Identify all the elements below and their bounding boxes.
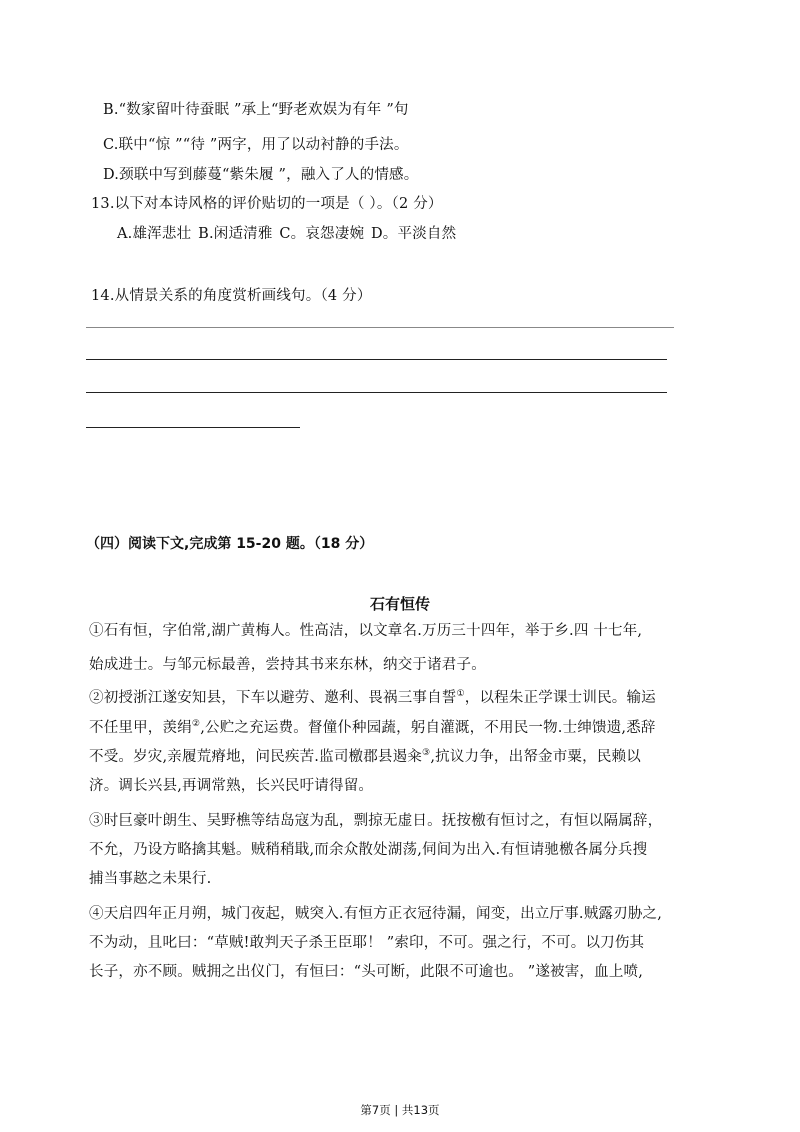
article-line xyxy=(89,686,656,707)
footnote-marker: ① xyxy=(456,689,465,700)
answer-line[interactable] xyxy=(86,359,667,360)
article-line: 始成进士。与邹元标最善，尝持其书来东林，纳交于诸君子。 xyxy=(89,657,486,673)
q12-option-d: D.颈联中写到藤蔓“紫朱履 ”，融入了人的情感。 xyxy=(103,167,419,183)
article-line: ①石有恒，字伯常,湖广黄梅人。性高洁，以文章名.万历三十四年，举于乡.四 十七年, xyxy=(89,623,643,639)
page-footer: 第7页 | 共13页 xyxy=(360,1103,440,1117)
answer-line[interactable] xyxy=(86,327,674,328)
article-title: 石有恒传 xyxy=(369,595,430,613)
q14-stem: 14.从情景关系的角度赏析画线句。（4 分） xyxy=(91,288,372,304)
article-line: 捕当事趑之未果行. xyxy=(89,871,212,887)
article-line: ④天启四年正月朔，城门夜起，贼突入.有恒方正衣冠待漏，闻变，出立厅事.贼露刃胁之, xyxy=(89,906,663,922)
article-text: ，以程朱正学课士训民。输运 xyxy=(464,690,656,706)
q12-option-c: C.联中“惊 ”“待 ”两字，用了以动衬静的手法。 xyxy=(103,137,409,153)
answer-line[interactable] xyxy=(86,392,667,393)
article-text: 不任里甲，羡绢 xyxy=(89,720,192,736)
article-line: 济。调长兴县,再调常熟，长兴民吁请得留。 xyxy=(89,778,374,794)
section-heading: （四）阅读下文,完成第 15-20 题。（18 分） xyxy=(86,536,374,552)
article-text: ,抗议力争，出帑金市粟，民赖以 xyxy=(430,749,641,765)
q13-stem: 13.以下对本诗风格的评价贴切的一项是（ ）。（2 分） xyxy=(91,196,443,212)
article-text: 不受。岁灾,亲履荒瘠地，问民疾苦.监司檄郡县遏籴 xyxy=(89,749,423,765)
answer-line[interactable] xyxy=(86,427,300,428)
q12-option-b: B.“数家留叶待蚕眠 ”承上“野老欢娱为有年 ”句 xyxy=(103,102,409,118)
q13-options: A.雄浑悲壮 B.闲适清雅 C。哀怨凄婉 D。平淡自然 xyxy=(117,226,457,242)
article-line: 长子，亦不顾。贼拥之出仪门，有恒曰：“头可断，此限不可逾也。 ”遂被害，血上喷, xyxy=(89,964,644,980)
article-line xyxy=(89,716,656,737)
article-text: ,公贮之充运费。督僮仆种园蔬，躬自灌溉，不用民一物.士绅馈遗,悉辞 xyxy=(200,720,656,736)
article-line: 不为动，且叱曰：“草贼!敢判天子杀王臣耶！ ”索印，不可。强之行，不可。以刀伤其 xyxy=(89,935,645,951)
article-line: 不允，乃设方略擒其魁。贼稍稍戢,而余众散处湖荡,伺间为出入.有恒请驰檄各属分兵搜 xyxy=(89,842,648,858)
footnote-marker: ② xyxy=(191,719,201,730)
article-line xyxy=(89,745,641,766)
footnote-marker: ③ xyxy=(422,748,431,759)
article-line: ③时巨豪叶朗生、吴野樵等结岛寇为乱，剽掠无虚日。抚按檄有恒讨之，有恒以隔属辞， xyxy=(89,813,663,829)
article-text: ②初授浙江遂安知县，下车以避劳、邀利、畏祸三事自誓 xyxy=(89,690,457,706)
